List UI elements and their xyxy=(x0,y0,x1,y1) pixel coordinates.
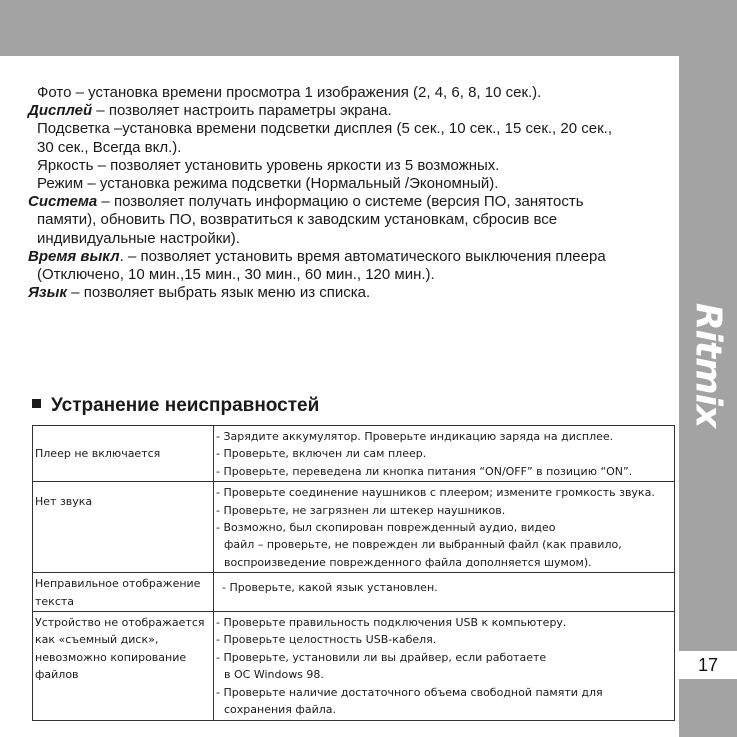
system-term: Система xyxy=(28,193,98,211)
backlight-line: Подсветка –установка времени подсветки дисплея (5 сек., 10 сек., 15 сек., 20 сек., xyxy=(37,120,612,138)
problem-cell: Плеер не включается xyxy=(33,426,214,482)
problem-cell: Устройство не отображается как «съемный диск», невозможно копирование файлов xyxy=(33,612,214,720)
language-term: Язык xyxy=(28,284,68,302)
system-line: Система – позволяет получать информацию о системе (версия ПО, занятость xyxy=(28,193,584,211)
troubleshooting-table xyxy=(32,425,675,721)
tip-line: воспроизведение поврежденного файла дополняется шумом). xyxy=(224,555,592,569)
table-row xyxy=(33,573,675,612)
tip-line: - Проверьте соединение наушников с плеером; измените громкость звука. xyxy=(216,486,655,500)
system-line-cont-1: памяти), обновить ПО, возвратиться к заводским установкам, сбросив все xyxy=(37,211,558,229)
tip-line: - Возможно, был скопирован поврежденный аудио, видео xyxy=(216,521,556,535)
language-line: Язык – позволяет выбрать язык меню из списка. xyxy=(28,284,371,302)
tip-line: - Проверьте, какой язык установлен. xyxy=(222,581,438,595)
tip-line: - Зарядите аккумулятор. Проверьте индикацию заряда на дисплее. xyxy=(216,430,614,443)
page-number: 17 xyxy=(679,651,737,679)
tip-line: - Проверьте целостность USB-кабеля. xyxy=(216,633,437,647)
tip-line: в ОС Windows 98. xyxy=(224,668,324,682)
display-term: Дисплей xyxy=(28,102,93,120)
solution-cell xyxy=(214,426,675,482)
bullet-square-icon xyxy=(32,399,41,408)
problem-cell: Нет звука xyxy=(33,482,214,573)
ritmix-logo: Ritmix xyxy=(687,302,729,428)
header-band xyxy=(0,0,737,56)
table-row xyxy=(33,482,675,573)
solution-cell xyxy=(214,612,675,720)
backlight-line-cont: 30 сек., Всегда вкл.). xyxy=(37,138,182,156)
problem-cell: Неправильное отображение текста xyxy=(33,573,214,612)
mode-line: Режим – установка режима подсветки (Нормальный /Экономный). xyxy=(37,175,499,193)
off-time-line-cont: (Отключено, 10 мин.,15 мин., 30 мин., 60 мин., 120 мин.). xyxy=(37,266,435,284)
photo-line: Фото – установка времени просмотра 1 изображения (2, 4, 6, 8, 10 сек.). xyxy=(37,84,542,101)
off-time-term: Время выкл xyxy=(28,247,120,265)
system-line-cont-2: индивидуальные настройки). xyxy=(37,229,240,247)
solution-cell xyxy=(214,482,675,573)
solution-cell xyxy=(214,573,675,612)
table-row xyxy=(33,612,675,720)
brightness-line: Яркость – позволяет установить уровень яркости из 5 возможных. xyxy=(37,156,500,174)
tip-line: сохранения файла. xyxy=(224,703,336,717)
display-line: Дисплей – позволяет настроить параметры экрана. xyxy=(28,102,392,120)
tip-line: - Проверьте наличие достаточного объема свободной памяти для xyxy=(216,685,603,699)
table-row xyxy=(33,426,675,482)
tip-line: - Проверьте, установили ли вы драйвер, если работаете xyxy=(216,650,547,664)
settings-description xyxy=(28,84,668,302)
tip-line: - Проверьте правильность подключения USB к компьютеру. xyxy=(216,616,567,630)
off-time-line: Время выкл. – позволяет установить время автоматического выключения плеера xyxy=(28,247,606,265)
tip-line: - Проверьте, не загрязнен ли штекер наушников. xyxy=(216,503,506,517)
section-title: Устранение неисправностей xyxy=(32,395,319,417)
tip-line: - Проверьте, включен ли сам плеер. xyxy=(216,447,427,461)
tip-line: файл – проверьте, не поврежден ли выбранный файл (как правило, xyxy=(224,538,622,552)
tip-line: - Проверьте, переведена ли кнопка питания “ON/OFF” в позицию “ON”. xyxy=(216,464,633,478)
